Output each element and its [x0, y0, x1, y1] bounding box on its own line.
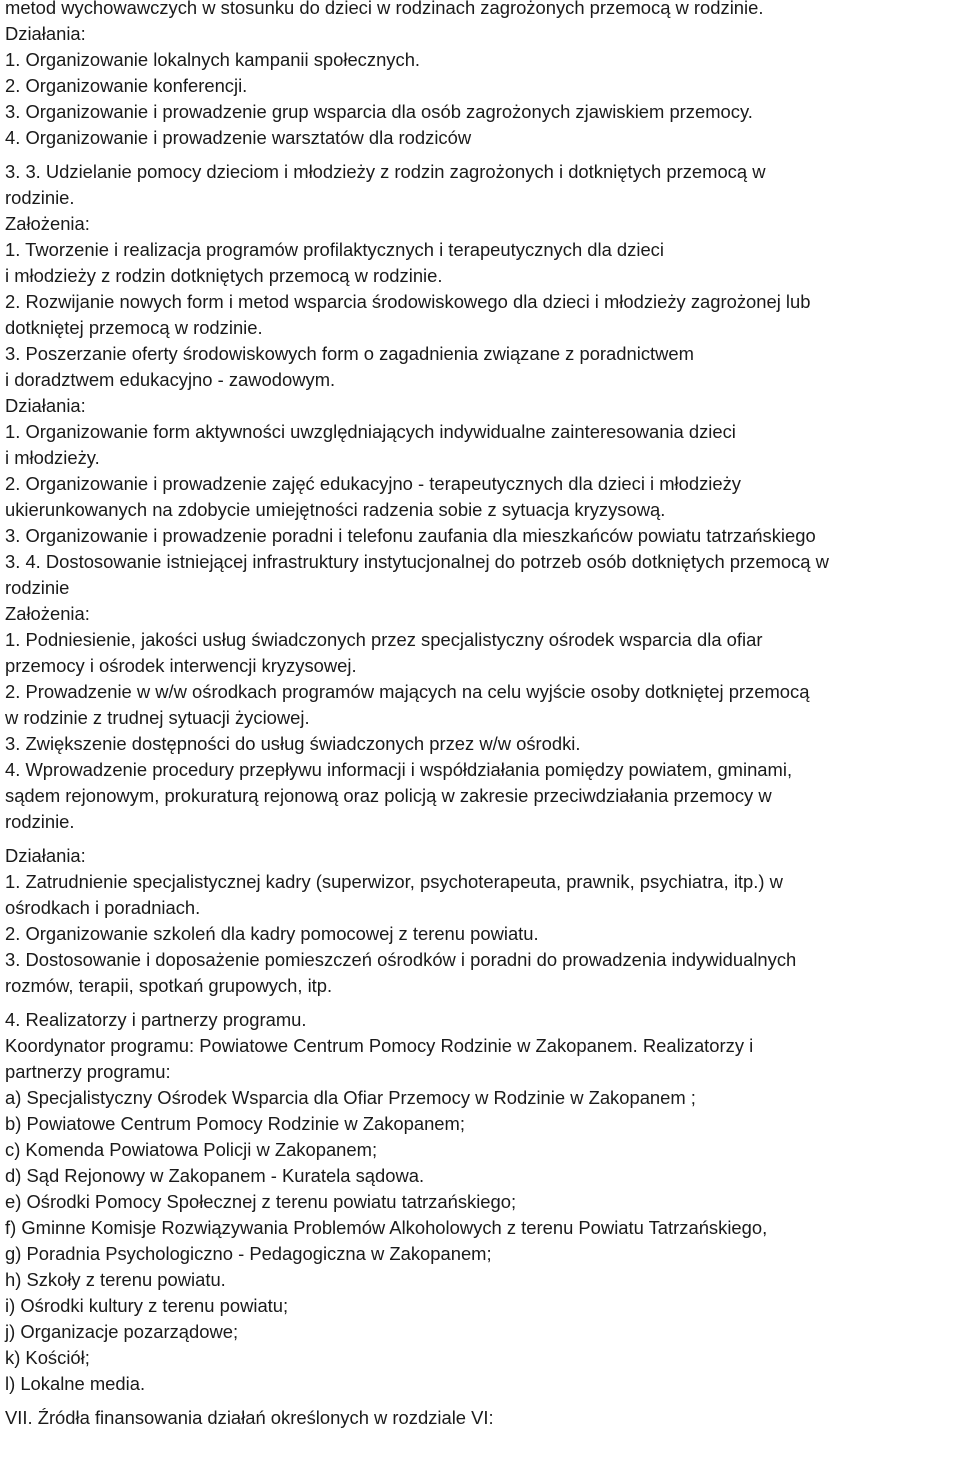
text-line: Koordynator programu: Powiatowe Centrum Pomocy Rodzinie w Zakopanem. Realizatorzy i: [5, 1035, 754, 1056]
section-label: Założenia:: [5, 603, 90, 624]
list-item: j) Organizacje pozarządowe;: [5, 1321, 239, 1342]
list-item: a) Specjalistyczny Ośrodek Wsparcia dla Ofiar Przemocy w Rodzinie w Zakopanem ;: [5, 1087, 696, 1108]
section-heading: 4. Realizatorzy i partnerzy programu.: [5, 1009, 307, 1030]
document-page: [5, 0, 955, 1431]
text-line: partnerzy programu:: [5, 1061, 171, 1082]
list-item: 2. Rozwijanie nowych form i metod wsparcia środowiskowego dla dzieci i młodzieży zagrożonej lub: [5, 291, 811, 312]
list-item: i) Ośrodki kultury z terenu powiatu;: [5, 1295, 289, 1316]
list-item: 1. Podniesienie, jakości usług świadczonych przez specjalistyczny ośrodek wsparcia dla ofiar: [5, 629, 763, 650]
text-line: i młodzieży.: [5, 447, 100, 468]
text-line: rozmów, terapii, spotkań grupowych, itp.: [5, 975, 333, 996]
list-item: h) Szkoły z terenu powiatu.: [5, 1269, 226, 1290]
section-label: Działania:: [5, 845, 86, 866]
list-item: b) Powiatowe Centrum Pomocy Rodzinie w Zakopanem;: [5, 1113, 465, 1134]
list-item: 2. Prowadzenie w w/w ośrodkach programów mających na celu wyjście osoby dotkniętej przemocą: [5, 681, 810, 702]
section-heading: 3. 3. Udzielanie pomocy dzieciom i młodzieży z rodzin zagrożonych i dotkniętych przemocą w: [5, 161, 766, 182]
section-heading: VII. Źródła finansowania działań określonych w rozdziale VI:: [5, 1407, 494, 1428]
text-line: i doradztwem edukacyjno - zawodowym.: [5, 369, 336, 390]
list-item: e) Ośrodki Pomocy Społecznej z terenu powiatu tatrzańskiego;: [5, 1191, 517, 1212]
section-label: Działania:: [5, 23, 86, 44]
list-item: 3. Organizowanie i prowadzenie poradni i telefonu zaufania dla mieszkańców powiatu tatrzańskiego: [5, 525, 816, 546]
list-item: 1. Zatrudnienie specjalistycznej kadry (superwizor, psychoterapeuta, prawnik, psychiatra, itp.) w: [5, 871, 783, 892]
list-item: 3. Poszerzanie oferty środowiskowych form o zagadnienia związane z poradnictwem: [5, 343, 694, 364]
list-item: g) Poradnia Psychologiczno - Pedagogiczna w Zakopanem;: [5, 1243, 492, 1264]
list-item: 2. Organizowanie konferencji.: [5, 75, 248, 96]
list-item: l) Lokalne media.: [5, 1373, 146, 1394]
list-item: 1. Tworzenie i realizacja programów profilaktycznych i terapeutycznych dla dzieci: [5, 239, 664, 260]
list-item: f) Gminne Komisje Rozwiązywania Problemów Alkoholowych z terenu Powiatu Tatrzańskiego,: [5, 1217, 768, 1238]
list-item: 4. Organizowanie i prowadzenie warsztatów dla rodziców: [5, 127, 472, 148]
text-line: i młodzieży z rodzin dotkniętych przemocą w rodzinie.: [5, 265, 443, 286]
text-line: rodzinie: [5, 577, 70, 598]
list-item: 4. Wprowadzenie procedury przepływu informacji i współdziałania pomiędzy powiatem, gminami,: [5, 759, 793, 780]
text-line: rodzinie.: [5, 187, 75, 208]
text-line: rodzinie.: [5, 811, 75, 832]
section-label: Działania:: [5, 395, 86, 416]
text-line: ośrodkach i poradniach.: [5, 897, 201, 918]
list-item: c) Komenda Powiatowa Policji w Zakopanem;: [5, 1139, 378, 1160]
list-item: 3. Dostosowanie i doposażenie pomieszczeń ośrodków i poradni do prowadzenia indywidualnych: [5, 949, 797, 970]
list-item: 2. Organizowanie i prowadzenie zajęć edukacyjno - terapeutycznych dla dzieci i młodzieży: [5, 473, 742, 494]
text-line: ukierunkowanych na zdobycie umiejętności radzenia sobie z sytuacja kryzysową.: [5, 499, 666, 520]
list-item: k) Kościół;: [5, 1347, 90, 1368]
text-line: przemocy i ośrodek interwencji kryzysowej.: [5, 655, 357, 676]
section-label: Założenia:: [5, 213, 90, 234]
text-line: sądem rejonowym, prokuraturą rejonową oraz policją w zakresie przeciwdziałania przemocy w: [5, 785, 772, 806]
text-line: dotkniętej przemocą w rodzinie.: [5, 317, 263, 338]
list-item: 2. Organizowanie szkoleń dla kadry pomocowej z terenu powiatu.: [5, 923, 539, 944]
list-item: 1. Organizowanie form aktywności uwzględniających indywidualne zainteresowania dzieci: [5, 421, 736, 442]
list-item: 3. Zwiększenie dostępności do usług świadczonych przez w/w ośrodki.: [5, 733, 581, 754]
list-item: 3. Organizowanie i prowadzenie grup wsparcia dla osób zagrożonych zjawiskiem przemocy.: [5, 101, 753, 122]
section-heading: 3. 4. Dostosowanie istniejącej infrastruktury instytucjonalnej do potrzeb osób dotkniętych przemocą w: [5, 551, 829, 572]
list-item: d) Sąd Rejonowy w Zakopanem - Kuratela sądowa.: [5, 1165, 425, 1186]
text-line: metod wychowawczych w stosunku do dzieci w rodzinach zagrożonych przemocą w rodzinie.: [5, 0, 764, 18]
list-item: 1. Organizowanie lokalnych kampanii społecznych.: [5, 49, 421, 70]
text-line: w rodzinie z trudnej sytuacji życiowej.: [5, 707, 310, 728]
